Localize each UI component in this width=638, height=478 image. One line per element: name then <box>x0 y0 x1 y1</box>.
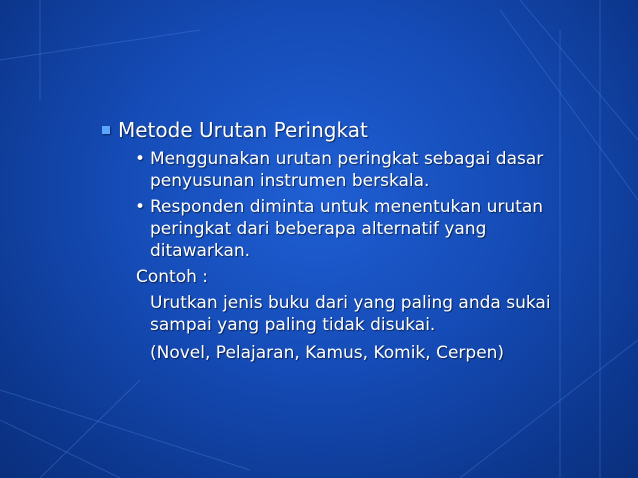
bullet-line: Responden diminta untuk menentukan urutan <box>150 197 544 217</box>
contoh-label: Contoh : <box>136 267 209 287</box>
example-options: (Novel, Pelajaran, Kamus, Komik, Cerpen) <box>150 343 505 363</box>
slide-heading <box>100 116 620 144</box>
dot-bullet-icon: • <box>135 149 146 169</box>
bullet-line: Menggunakan urutan peringkat sebagai dasar <box>150 149 544 169</box>
bullet-item <box>100 148 620 192</box>
dot-bullet-icon: • <box>135 197 146 217</box>
heading-text: Metode Urutan Peringkat <box>118 118 368 142</box>
example-line: sampai yang paling tidak disukai. <box>150 315 436 335</box>
example-text <box>100 292 620 336</box>
bullet-line: penyusunan instrumen berskala. <box>150 171 430 191</box>
bullet-line: ditawarkan. <box>150 241 251 261</box>
example-line: Urutkan jenis buku dari yang paling anda sukai <box>150 293 551 313</box>
bullet-item <box>100 196 620 262</box>
bullet-line: peringkat dari beberapa alternatif yang <box>150 219 487 239</box>
square-bullet-icon <box>102 126 110 134</box>
slide-content <box>100 116 620 364</box>
